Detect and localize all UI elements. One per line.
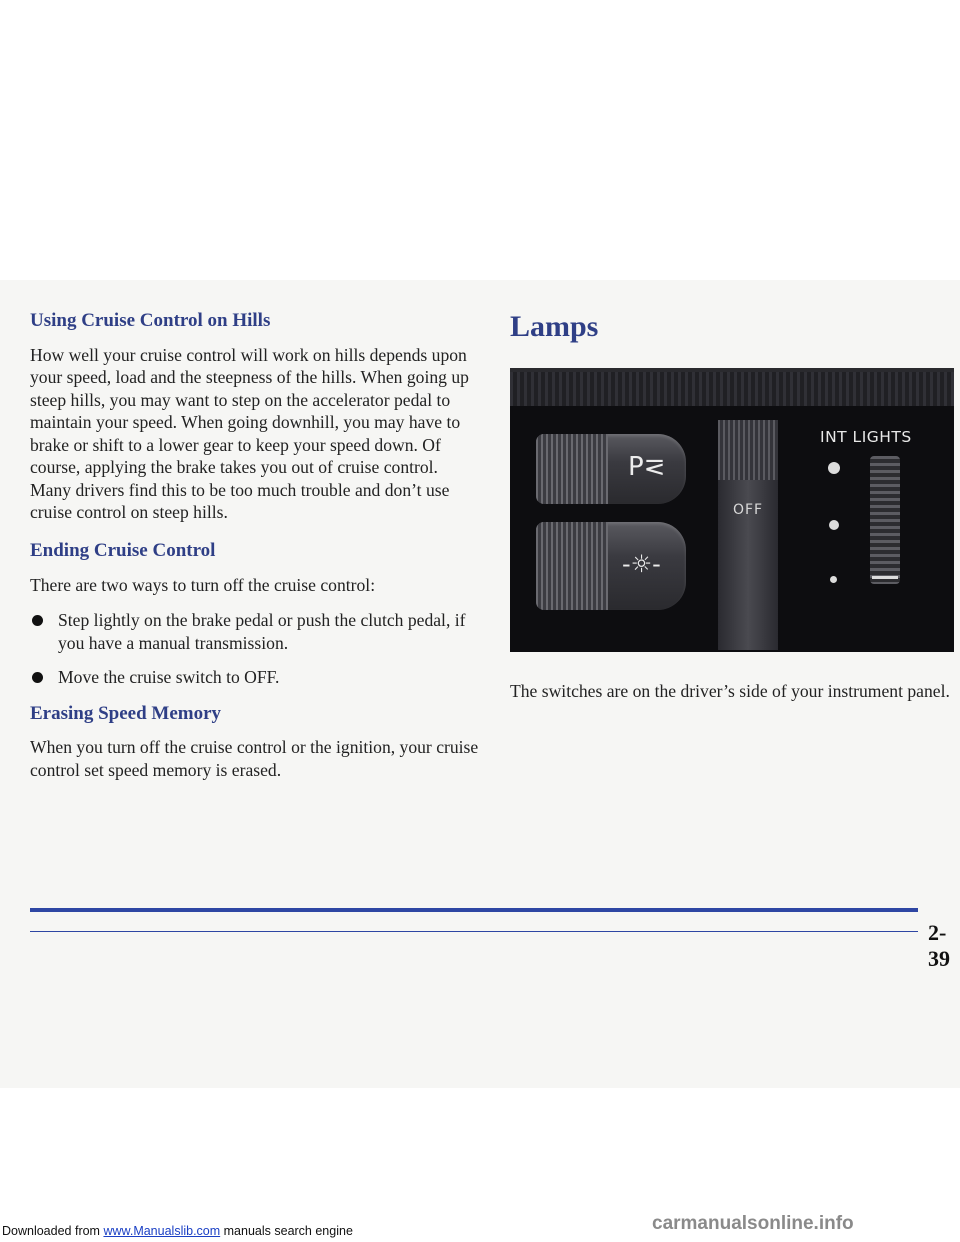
left-column (30, 310, 480, 794)
download-footer (2, 1224, 353, 1238)
erasing-heading: Erasing Speed Memory (30, 702, 222, 724)
manualslib-link[interactable]: www.Manualslib.com (103, 1224, 221, 1238)
headlamp-switch (536, 522, 686, 610)
dot-small-icon (830, 576, 837, 583)
erasing-paragraph: When you turn off the cruise control or the ignition, your cruise control set speed memory is erased. (30, 737, 479, 780)
lamps-heading: Lamps (510, 310, 599, 343)
dash-mark-icon (872, 576, 898, 579)
headlamp-icon: -☼- (622, 550, 661, 578)
dot-medium-icon (829, 520, 839, 530)
off-label: OFF (732, 502, 764, 518)
interior-dimmer-wheel (870, 456, 900, 584)
bullet-dot-icon (32, 672, 43, 683)
ending-bullet-list (30, 609, 480, 689)
footer-rule-thin (30, 931, 918, 932)
parking-lamp-switch (536, 434, 686, 504)
watermark-text: carmanualsonline.info (652, 1213, 854, 1234)
page-number: 2-39 (928, 920, 950, 971)
hills-heading: Using Cruise Control on Hills (30, 310, 271, 331)
parking-lamp-icon: P⋜ (628, 452, 666, 482)
ending-intro: There are two ways to turn off the cruise control: (30, 574, 376, 595)
list-item (30, 666, 480, 689)
footer-suffix: manuals search engine (220, 1224, 353, 1238)
ending-heading: Ending Cruise Control (30, 539, 216, 561)
photo-caption: The switches are on the driver’s side of your instrument panel. (510, 681, 950, 701)
dot-large-icon (828, 462, 840, 474)
bullet-dot-icon (32, 615, 43, 626)
lamp-slider-slot (718, 420, 778, 650)
bullet-text: Step lightly on the brake pedal or push the clutch pedal, if you have a manual transmission. (58, 610, 466, 653)
footer-rule-thick (30, 908, 918, 912)
lamp-switches-photo (510, 368, 954, 652)
hills-paragraph: How well your cruise control will work on hills depends upon your speed, load and the steepness of the hills. When going up steep hills, you may want to step on the accelerator pedal to maintain your speed. When going downhill, you may have to brake or shift to a lower gear to keep your speed down. Of course, applying the brake takes you out of cruise control. Many drivers find this to be too much trouble and don’t use cruise control on steep hills. (30, 344, 469, 523)
panel-texture (510, 372, 954, 406)
int-lights-label: INT LIGHTS (820, 428, 912, 446)
bullet-text: Move the cruise switch to OFF. (58, 667, 280, 688)
footer-prefix: Downloaded from (2, 1224, 104, 1238)
list-item (30, 609, 480, 654)
